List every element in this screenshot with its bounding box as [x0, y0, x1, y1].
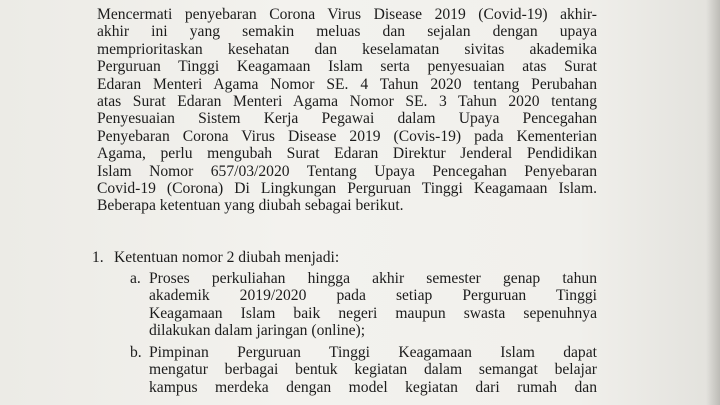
list-heading-text: Ketentuan nomor 2 diubah menjadi:: [114, 249, 340, 266]
list-heading: [92, 249, 339, 267]
list-item-marker: b.: [130, 344, 142, 361]
paragraph-line: Islam Nomor 657/03/2020 Tentang Upaya Pencegahan Penyebaran: [97, 162, 597, 180]
paragraph-line: Edaran Menteri Agama Nomor SE. 4 Tahun 2020 tentang Perubahan: [97, 75, 597, 93]
list-number: 1.: [92, 249, 104, 266]
paragraph-line: memprioritaskan kesehatan dan keselamatan sivitas akademika: [97, 40, 597, 58]
intro-paragraph: [97, 6, 597, 215]
paragraph-line: Covid-19 (Corona) Di Lingkungan Perguruan Tinggi Keagamaan Islam.: [97, 179, 597, 197]
list-item-line: kampus merdeka dengan model kegiatan dari rumah dan: [149, 378, 597, 396]
paragraph-line: Penyebaran Corona Virus Disease 2019 (Covis-19) pada Kementerian: [97, 127, 597, 145]
list-item-body: [149, 344, 597, 396]
list-item-line: akademik 2019/2020 pada setiap Perguruan Tinggi: [149, 287, 597, 305]
list-item-line: Pimpinan Perguruan Tinggi Keagamaan Islam dapat: [149, 344, 597, 361]
paragraph-line: atas Surat Edaran Menteri Agama Nomor SE. 3 Tahun 2020 tentang: [97, 92, 597, 110]
paragraph-line: akhir ini yang semakin meluas dan sejalan dengan upaya: [97, 23, 597, 41]
list-item-line: Keagamaan Islam baik negeri maupun swasta sepenuhnya: [149, 304, 597, 322]
list-item-line: mengatur berbagai bentuk kegiatan dalam semangat belajar: [149, 361, 597, 379]
paragraph-line: Perguruan Tinggi Keagamaan Islam serta penyesuaian atas Surat: [97, 58, 597, 76]
paragraph-line: Penyesuaian Sistem Kerja Pegawai dalam Upaya Pencegahan: [97, 110, 597, 128]
page-shadow-edge: [706, 0, 720, 405]
paragraph-line: Agama, perlu mengubah Surat Edaran Direktur Jenderal Pendidikan: [97, 145, 597, 163]
paragraph-line: Beberapa ketentuan yang diubah sebagai berikut.: [97, 197, 404, 215]
list-item-body: [149, 270, 597, 340]
paragraph-line: Mencermati penyebaran Corona Virus Disease 2019 (Covid-19) akhir-: [97, 6, 597, 23]
list-item-line: dilakukan dalam jaringan (online);: [149, 322, 366, 340]
list-item-line: Proses perkuliahan hingga akhir semester genap tahun: [149, 270, 597, 287]
list-item-marker: a.: [130, 270, 141, 287]
